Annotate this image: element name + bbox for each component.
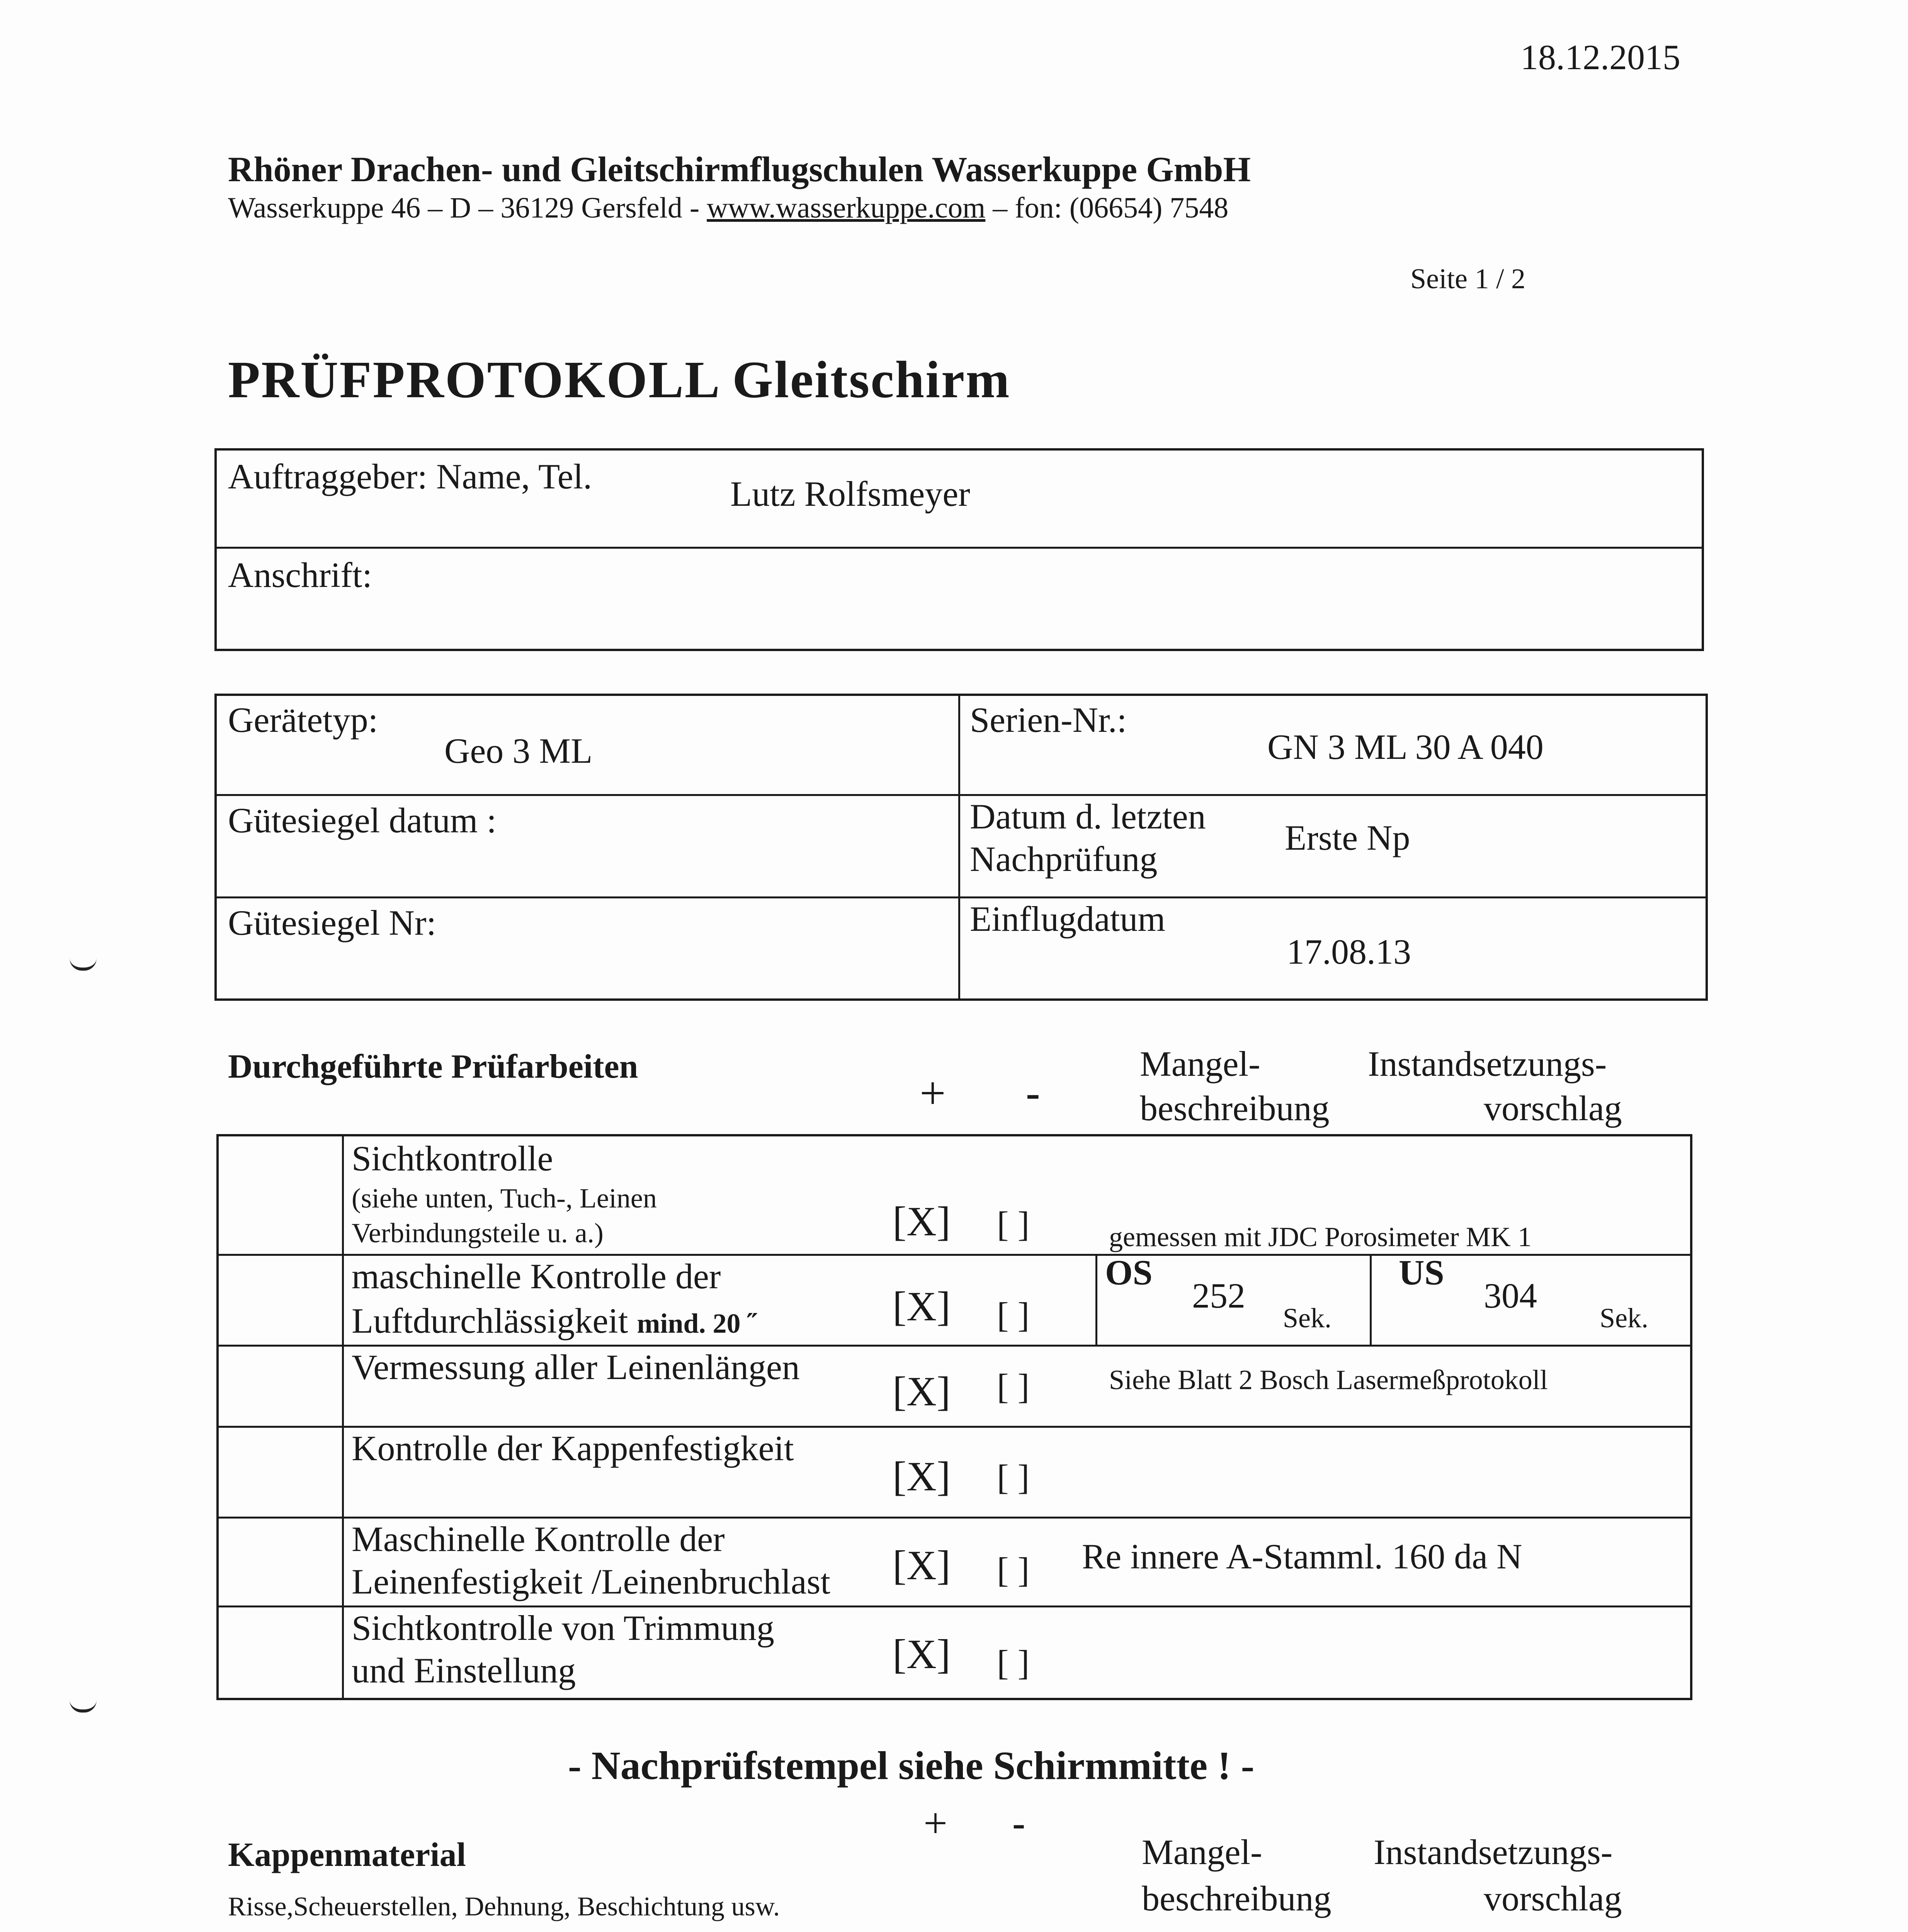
minus-checkbox[interactable]: [ ] — [997, 1643, 1030, 1682]
divider — [342, 1134, 344, 1700]
check-note: Re innere A-Stamml. 160 da N — [1082, 1537, 1522, 1576]
minus-checkbox[interactable]: [ ] — [997, 1550, 1030, 1590]
repair-header-2: vorschlag — [1484, 1088, 1622, 1128]
plus-checkbox[interactable]: [X] — [893, 1369, 951, 1415]
client-address-label: Anschrift: — [228, 555, 372, 595]
check-label: Sichtkontrolle — [352, 1139, 553, 1178]
last-check-label-2: Nachprüfung — [970, 839, 1158, 879]
check-label: Kontrolle der Kappenfestigkeit — [352, 1429, 794, 1468]
repair-header-2: vorschlag — [1484, 1879, 1622, 1918]
plus-checkbox[interactable]: [X] — [893, 1199, 951, 1245]
plus-checkbox[interactable]: [X] — [893, 1284, 951, 1330]
minus-column-header: - — [1012, 1801, 1025, 1844]
repair-header-1: Instandsetzungs- — [1374, 1832, 1613, 1872]
check-label: Verbindungsteile u. a.) — [352, 1218, 604, 1248]
check-label: maschinelle Kontrolle der — [352, 1257, 721, 1296]
defect-header-1: Mangel- — [1142, 1832, 1262, 1872]
minimum-requirement: mind. 20 ˝ — [637, 1308, 757, 1339]
punch-hole-mark — [70, 1700, 97, 1713]
company-address — [228, 191, 1228, 225]
minus-checkbox[interactable]: [ ] — [997, 1295, 1030, 1335]
check-label-text: Luftdurchlässigkeit — [352, 1301, 628, 1340]
defect-header-1: Mangel- — [1140, 1044, 1260, 1083]
minus-checkbox[interactable]: [ ] — [997, 1458, 1030, 1497]
check-label: und Einstellung — [352, 1651, 576, 1690]
plus-checkbox[interactable]: [X] — [893, 1543, 951, 1588]
minus-checkbox[interactable]: [ ] — [997, 1204, 1030, 1244]
address-phone: – fon: (06654) 7548 — [993, 192, 1229, 224]
canopy-section-title: Kappenmaterial — [228, 1836, 466, 1874]
divider — [958, 694, 960, 1001]
defect-header-2: beschreibung — [1142, 1879, 1332, 1918]
check-label: Vermessung aller Leinenlängen — [352, 1347, 800, 1387]
divider — [1095, 1254, 1097, 1345]
serial-field[interactable]: GN 3 ML 30 A 040 — [1267, 727, 1544, 767]
client-name-label: Auftraggeber: Name, Tel. — [228, 457, 592, 496]
page-indicator: Seite 1 / 2 — [1410, 263, 1526, 295]
seal-date-label: Gütesiegel datum : — [228, 801, 497, 840]
device-type-label: Gerätetyp: — [228, 700, 378, 740]
first-flight-label: Einflugdatum — [970, 899, 1165, 939]
client-name-field[interactable]: Lutz Rolfsmeyer — [730, 474, 970, 514]
company-name: Rhöner Drachen- und Gleitschirmflugschulen Wasserkuppe GmbH — [228, 150, 1251, 189]
us-unit: Sek. — [1600, 1303, 1648, 1333]
company-website-link[interactable]: www.wasserkuppe.com — [707, 192, 986, 224]
divider — [214, 547, 1704, 549]
plus-column-header: + — [923, 1799, 948, 1847]
stamp-note: - Nachprüfstempel siehe Schirmmitte ! - — [568, 1743, 1255, 1788]
first-flight-field[interactable]: 17.08.13 — [1287, 932, 1411, 971]
check-label — [352, 1300, 757, 1341]
address-street: Wasserkuppe 46 – D – 36129 Gersfeld - — [228, 192, 700, 224]
last-check-label-1: Datum d. letzten — [970, 797, 1206, 836]
check-label: (siehe unten, Tuch-, Leinen — [352, 1183, 657, 1214]
repair-header-1: Instandsetzungs- — [1368, 1044, 1607, 1083]
os-value-field[interactable]: 252 — [1192, 1276, 1245, 1315]
os-unit: Sek. — [1283, 1303, 1332, 1333]
punch-hole-mark — [70, 958, 97, 971]
canopy-section-subtitle: Risse,Scheuerstellen, Dehnung, Beschichtung usw. — [228, 1892, 780, 1922]
plus-column-header: + — [920, 1067, 946, 1119]
check-note: Siehe Blatt 2 Bosch Lasermeßprotokoll — [1109, 1364, 1548, 1395]
divider — [1370, 1254, 1372, 1345]
check-label: Sichtkontrolle von Trimmung — [352, 1608, 774, 1648]
us-label: US — [1399, 1253, 1444, 1292]
plus-checkbox[interactable]: [X] — [893, 1454, 951, 1500]
check-label: Maschinelle Kontrolle der — [352, 1519, 725, 1559]
check-label: Leinenfestigkeit /Leinenbruchlast — [352, 1562, 830, 1601]
last-check-field[interactable]: Erste Np — [1285, 818, 1410, 857]
serial-label: Serien-Nr.: — [970, 700, 1127, 740]
page-title: PRÜFPROTOKOLL Gleitschirm — [228, 351, 1011, 409]
seal-nr-label: Gütesiegel Nr: — [228, 903, 437, 942]
plus-checkbox[interactable]: [X] — [893, 1631, 951, 1677]
checks-section-title: Durchgeführte Prüfarbeiten — [228, 1048, 638, 1085]
divider — [214, 896, 1708, 898]
us-value-field[interactable]: 304 — [1484, 1276, 1537, 1315]
document-date: 18.12.2015 — [1520, 37, 1680, 77]
check-note: gemessen mit JDC Porosimeter MK 1 — [1109, 1221, 1532, 1252]
minus-checkbox[interactable]: [ ] — [997, 1367, 1030, 1406]
device-type-field[interactable]: Geo 3 ML — [444, 731, 593, 770]
divider — [214, 794, 1708, 796]
minus-column-header: - — [1026, 1069, 1040, 1116]
defect-header-2: beschreibung — [1140, 1088, 1330, 1128]
os-label: OS — [1105, 1253, 1153, 1292]
